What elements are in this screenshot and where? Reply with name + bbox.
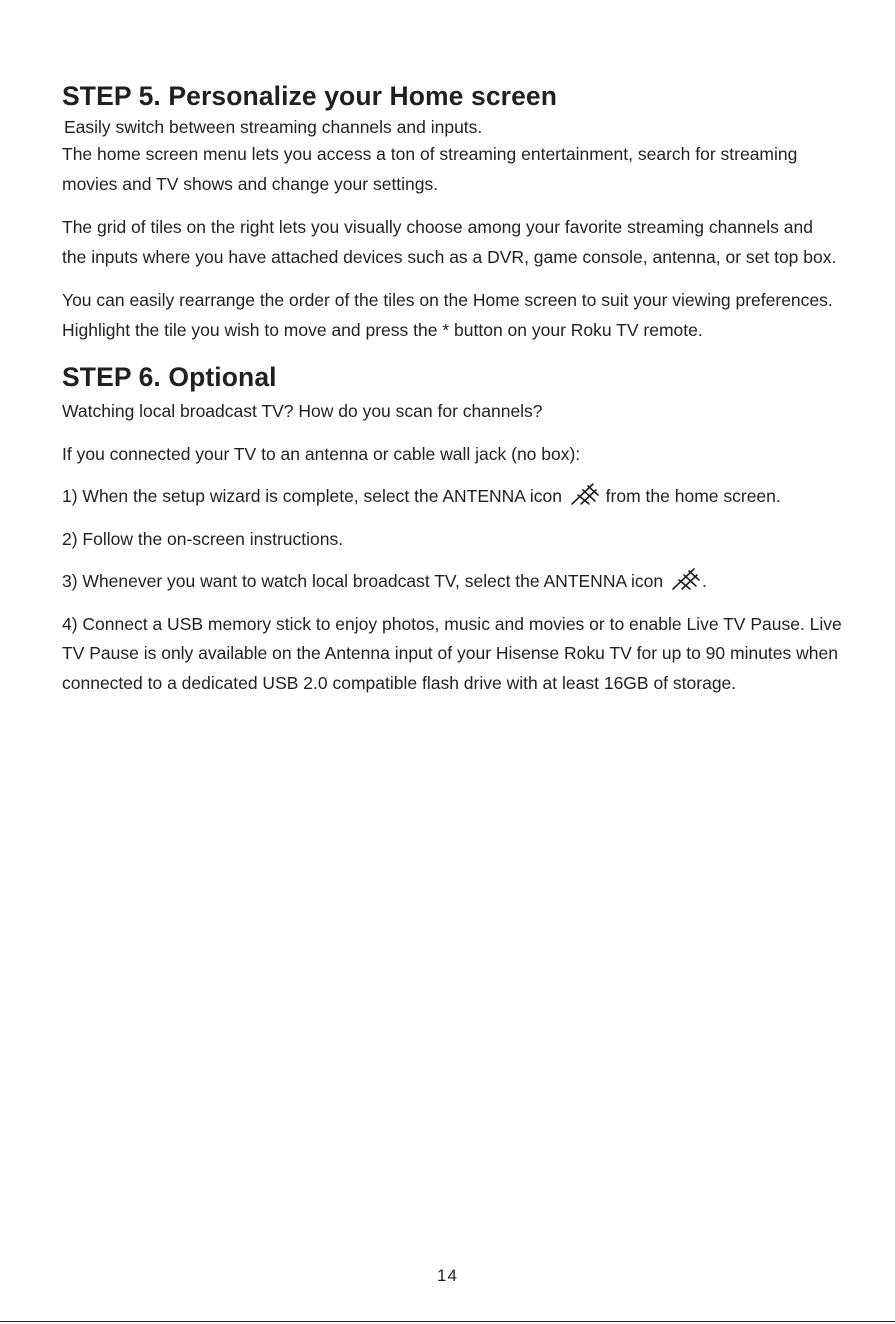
step5-paragraph-2: The grid of tiles on the right lets you visually choose among your favorite streaming channels and the inputs where you have attached devices such as a DVR, game console, antenna, or set top box.	[62, 217, 837, 267]
manual-page	[62, 78, 842, 698]
bottom-rule	[0, 1321, 895, 1322]
step6-item-3	[62, 567, 842, 597]
step5-paragraph-1: The home screen menu lets you access a ton of streaming entertainment, search for streaming movies and TV shows and change your settings.	[62, 144, 798, 194]
step6-item-3-text-before: 3) Whenever you want to watch local broadcast TV, select the ANTENNA icon	[62, 571, 668, 591]
step5-heading: STEP 5. Personalize your Home screen	[62, 81, 558, 111]
step5-paragraph-3: You can easily rearrange the order of the tiles on the Home screen to suit your viewing preferences. Highlight the tile you wish to move and press the * button on your Roku TV remote.	[62, 290, 833, 340]
antenna-icon	[670, 567, 700, 591]
step5-subtitle: Easily switch between streaming channels and inputs.	[64, 117, 483, 137]
step6-heading: STEP 6. Optional	[62, 362, 277, 392]
step6-item-2: 2) Follow the on-screen instructions.	[62, 528, 344, 549]
step6-item-4: 4) Connect a USB memory stick to enjoy photos, music and movies or to enable Live TV Pause. Live TV Pause is only available on the Antenna input of your Hisense Roku TV for up to 90 minutes when connected to a dedicated USB 2.0 compatible flash drive with at least 16GB of storage.	[62, 613, 842, 693]
step6-item-1-text-before: 1) When the setup wizard is complete, select the ANTENNA icon	[62, 486, 567, 506]
step6-subtitle: Watching local broadcast TV? How do you scan for channels?	[62, 401, 543, 421]
step6-intro: If you connected your TV to an antenna or cable wall jack (no box):	[62, 443, 581, 464]
step6-item-1	[62, 482, 842, 512]
step6-item-1-text-after: from the home screen.	[600, 486, 781, 506]
step6-item-3-text-after: .	[702, 571, 707, 591]
antenna-icon	[569, 482, 599, 506]
page-number: 14	[437, 1266, 458, 1285]
